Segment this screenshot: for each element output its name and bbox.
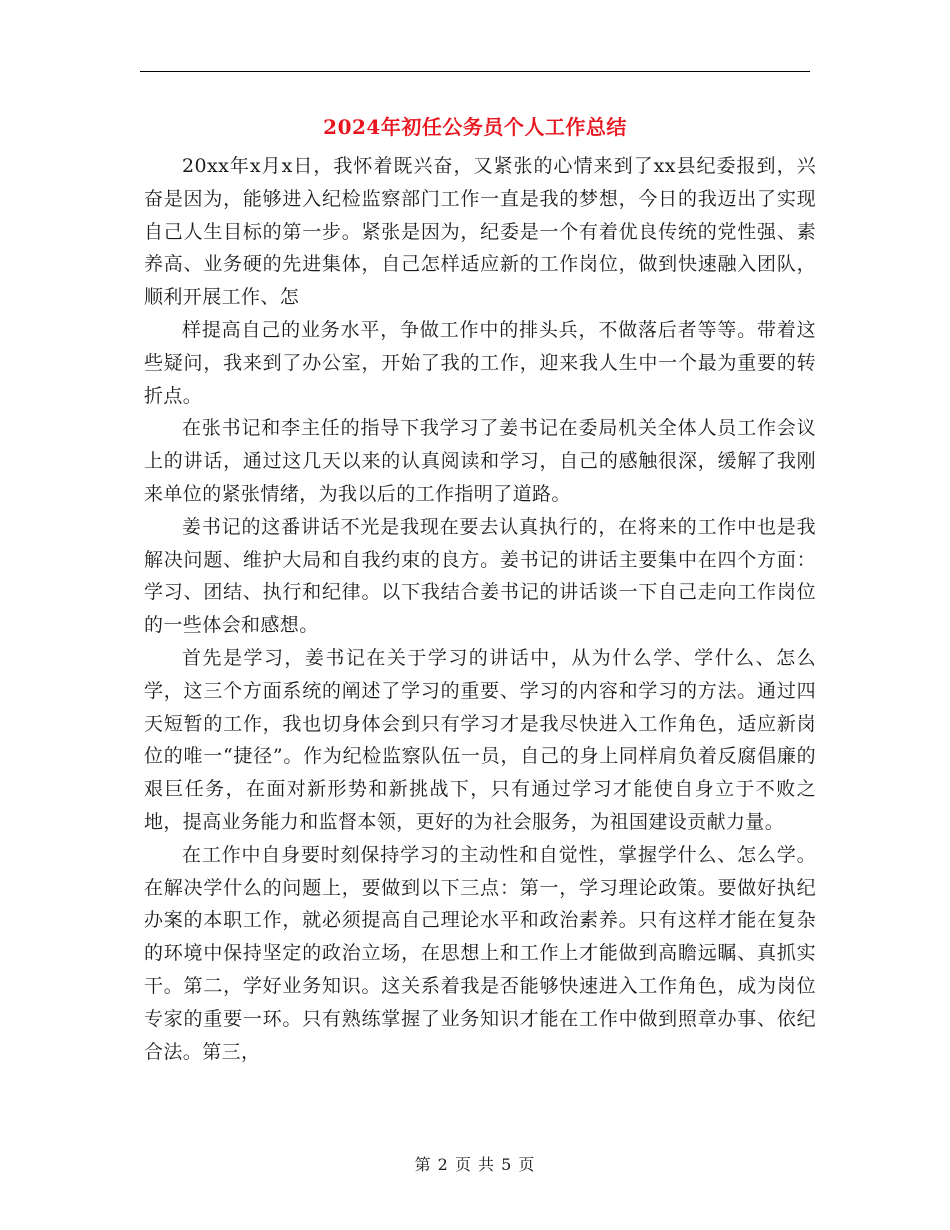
document-body: [144, 150, 816, 1068]
page-number-footer: 第 2 页 共 5 页: [414, 1155, 536, 1174]
document-title: 2024年初任公务员个人工作总结: [323, 115, 627, 139]
paragraph-5: 首先是学习，姜书记在关于学习的讲话中，从为什么学、学什么、怎么学，这三个方面系统的阐述了学习的重要、学习的内容和学习的方法。通过四天短暂的工作，我也切身体会到只有学习才是我尽快进入工作角色，适应新岗位的唯一“捷径”。作为纪检监察队伍一员，自己的身上同样肩负着反腐倡廉的艰巨任务，在面对新形势和新挑战下，只有通过学习才能使自身立于不败之地，提高业务能力和监督本领，更好的为社会服务，为祖国建设贡献力量。: [144, 646, 816, 833]
paragraph-3: 在张书记和李主任的指导下我学习了姜书记在委局机关全体人员工作会议上的讲话，通过这几天以来的认真阅读和学习，自己的感触很深，缓解了我刚来单位的紧张情绪，为我以后的工作指明了道路。: [144, 417, 816, 505]
paragraph-6: 在工作中自身要时刻保持学习的主动性和自觉性，掌握学什么、怎么学。在解决学什么的问题上，要做到以下三点：第一，学习理论政策。要做好执纪办案的本职工作，就必须提高自己理论水平和政治素养。只有这样才能在复杂的环境中保持坚定的政治立场，在思想上和工作上才能做到高瞻远瞩、真抓实干。第二，学好业务知识。这关系着我是否能够快速进入工作角色，成为岗位专家的重要一环。只有熟练掌握了业务知识才能在工作中做到照章办事、依纪合法。第三，: [144, 843, 816, 1063]
paragraph-4: 姜书记的这番讲话不光是我现在要去认真执行的，在将来的工作中也是我解决问题、维护大局和自我约束的良方。姜书记的讲话主要集中在四个方面：学习、团结、执行和纪律。以下我结合姜书记的讲话谈一下自己走向工作岗位的一些体会和感想。: [144, 515, 816, 637]
paragraph-2: 样提高自己的业务水平，争做工作中的排头兵，不做落后者等等。带着这些疑问，我来到了办公室，开始了我的工作，迎来我人生中一个最为重要的转折点。: [144, 318, 816, 407]
paragraph-1: 20xx年x月x日，我怀着既兴奋，又紧张的心情来到了xx县纪委报到，兴奋是因为，能够进入纪检监察部门工作一直是我的梦想，今日的我迈出了实现自己人生目标的第一步。紧张是因为，纪委是一个有着优良传统的党性强、素养高、业务硬的先进集体，自己怎样适应新的工作岗位，做到快速融入团队，顺利开展工作、怎: [144, 155, 816, 309]
header-rule: [140, 71, 810, 72]
